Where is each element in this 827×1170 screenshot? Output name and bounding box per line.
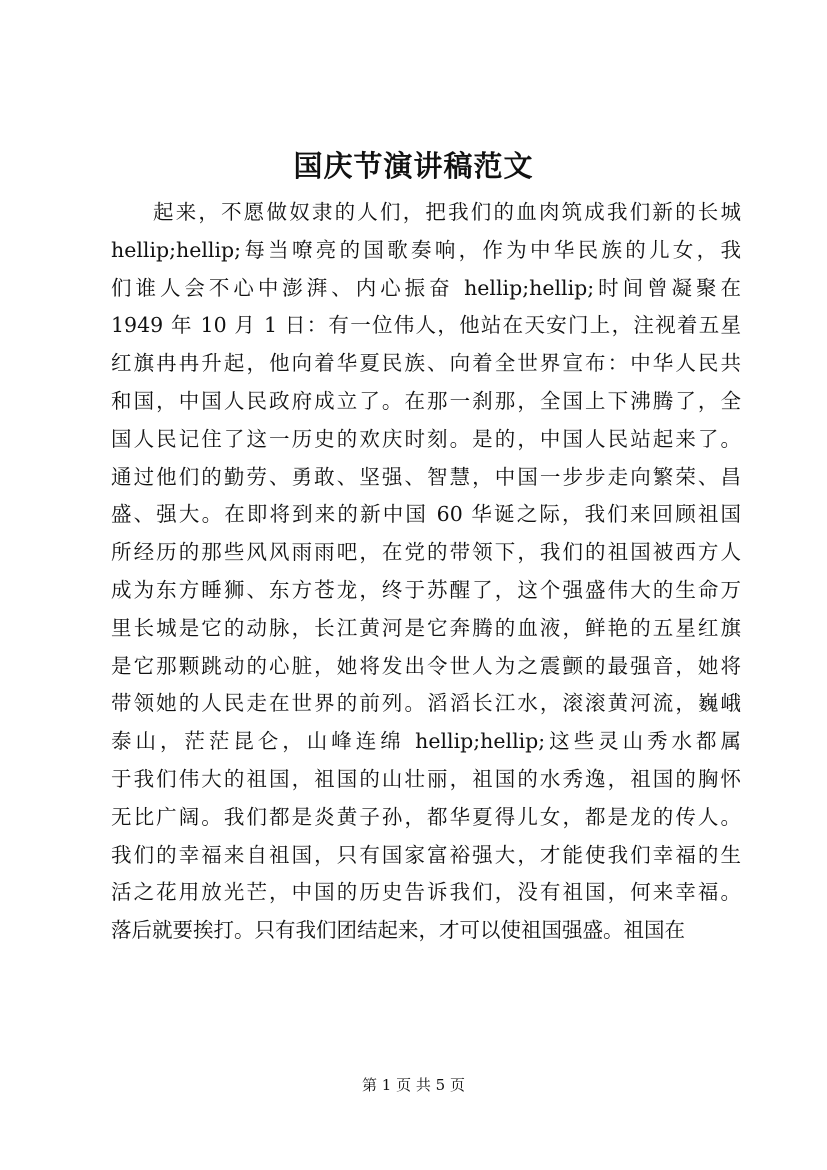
paragraph-line: 成为东方睡狮、东方苍龙，终于苏醒了，这个强盛伟大的生命万: [111, 577, 741, 602]
document-body: [111, 194, 741, 950]
paragraph-line: 带领她的人民走在世界的前列。滔滔长江水，滚滚黄河流，巍峨: [111, 691, 741, 716]
paragraph-line: 所经历的那些风风雨雨吧，在党的带领下，我们的祖国被西方人: [111, 540, 741, 565]
paragraph-line: 盛、强大。在即将到来的新中国 60 华诞之际，我们来回顾祖国: [111, 502, 741, 527]
paragraph-line: 我们的幸福来自祖国，只有国家富裕强大，才能使我们幸福的生: [111, 842, 741, 867]
paragraph-line: 红旗冉冉升起，他向着华夏民族、向着全世界宣布：中华人民共: [111, 351, 741, 376]
paragraph-line: 1949 年 10 月 1 日：有一位伟人，他站在天安门上，注视着五星: [111, 313, 741, 338]
page-footer: 第 1 页 共 5 页: [362, 1076, 465, 1094]
paragraph-line: hellip;hellip;每当嘹亮的国歌奏响，作为中华民族的儿女，我: [111, 237, 741, 262]
paragraph-line: 们谁人会不心中澎湃、内心振奋 hellip;hellip;时间曾凝聚在: [111, 275, 741, 300]
paragraph-line: 于我们伟大的祖国，祖国的山壮丽，祖国的水秀逸，祖国的胸怀: [111, 766, 741, 791]
paragraph-line: 国人民记住了这一历史的欢庆时刻。是的，中国人民站起来了。: [111, 426, 741, 451]
document-title: 国庆节演讲稿范文: [293, 149, 534, 183]
paragraph-line: 通过他们的勤劳、勇敢、坚强、智慧，中国一步步走向繁荣、昌: [111, 464, 741, 489]
paragraph-line: 无比广阔。我们都是炎黄子孙，都华夏得儿女，都是龙的传人。: [111, 804, 741, 829]
paragraph-line: 里长城是它的动脉，长江黄河是它奔腾的血液，鲜艳的五星红旗: [111, 615, 741, 640]
paragraph-line: 泰山，茫茫昆仑，山峰连绵 hellip;hellip;这些灵山秀水都属: [111, 729, 741, 754]
paragraph-line: 是它那颗跳动的心脏，她将发出令世人为之震颤的最强音，她将: [111, 653, 741, 678]
paragraph-line: 和国，中国人民政府成立了。在那一刹那，全国上下沸腾了，全: [111, 388, 741, 413]
paragraph-line: 落后就要挨打。只有我们团结起来，才可以使祖国强盛。祖国在: [111, 918, 685, 943]
paragraph-line: 活之花用放光芒，中国的历史告诉我们，没有祖国，何来幸福。: [111, 880, 741, 905]
paragraph-line: 起来，不愿做奴隶的人们，把我们的血肉筑成我们新的长城: [153, 200, 741, 224]
